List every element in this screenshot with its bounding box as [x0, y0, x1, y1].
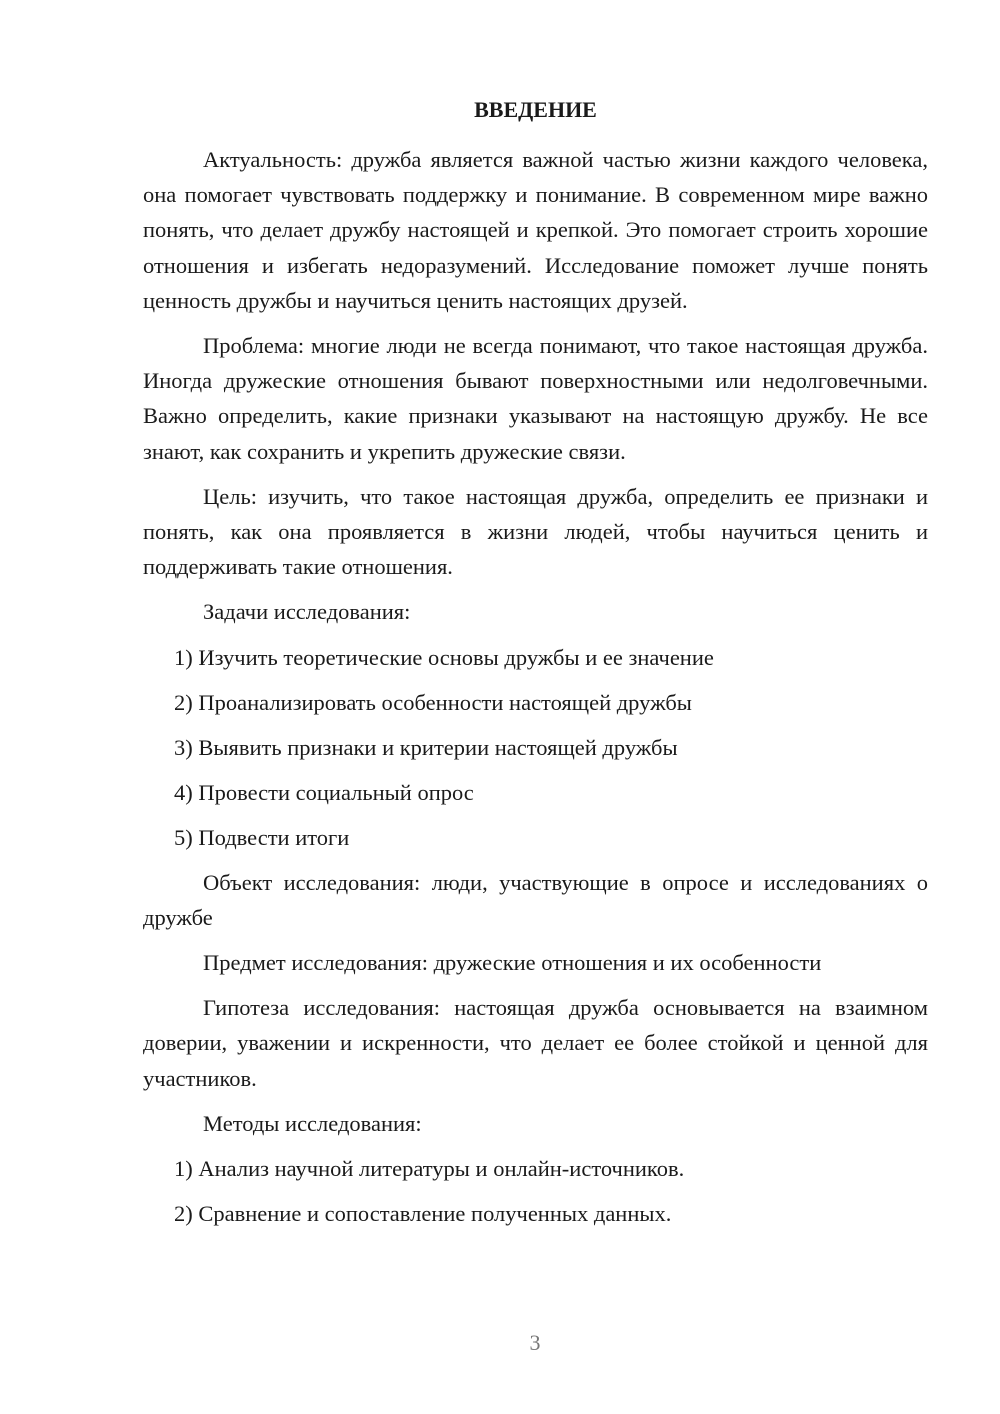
list-item: 3) Выявить признаки и критерии настоящей дружбы	[174, 734, 678, 760]
subject-paragraph: Предмет исследования: дружеские отношения и их особенности	[203, 950, 822, 976]
methods-heading: Методы исследования:	[203, 1110, 422, 1136]
object-paragraph: Объект исследования: люди, участвующие в опросе и исследованиях о дружбе	[143, 869, 928, 930]
goal-paragraph: Цель: изучить, что такое настоящая дружба, определить ее признаки и понять, как она проявляется в жизни людей, чтобы научиться ценить и поддерживать такие отношения.	[143, 483, 928, 580]
list-item: 1) Изучить теоретические основы дружбы и ее значение	[174, 644, 714, 670]
list-item: 4) Провести социальный опрос	[174, 779, 474, 805]
page-number: 3	[529, 1330, 541, 1355]
list-item: 1) Анализ научной литературы и онлайн-источников.	[174, 1156, 685, 1182]
list-item: 5) Подвести итоги	[174, 824, 350, 850]
list-item: 2) Сравнение и сопоставление полученных данных.	[174, 1201, 672, 1227]
document-page	[143, 94, 928, 1241]
relevance-paragraph: Актуальность: дружба является важной частью жизни каждого человека, она помогает чувствовать поддержку и понимание. В современном мире важно понять, что делает дружбу настоящей и крепкой. Это помогает строить хорошие отношения и избегать недоразумений. Исследование поможет лучше понять ценность дружбы и научиться ценить настоящих друзей.	[143, 147, 928, 313]
section-title: ВВЕДЕНИЕ	[474, 97, 597, 122]
hypothesis-paragraph: Гипотеза исследования: настоящая дружба основывается на взаимном доверии, уважении и искренности, что делает ее более стойкой и ценной для участников.	[143, 995, 928, 1091]
problem-paragraph: Проблема: многие люди не всегда понимают, что такое настоящая дружба. Иногда дружеские отношения бывают поверхностными или недолговечными. Важно определить, какие признаки указывают на настоящую дружбу. Не все знают, как сохранить и укрепить дружеские связи.	[143, 333, 928, 464]
tasks-heading: Задачи исследования:	[203, 599, 411, 625]
list-item: 2) Проанализировать особенности настоящей дружбы	[174, 689, 692, 715]
methods-list	[143, 1151, 928, 1231]
tasks-list	[143, 640, 928, 855]
